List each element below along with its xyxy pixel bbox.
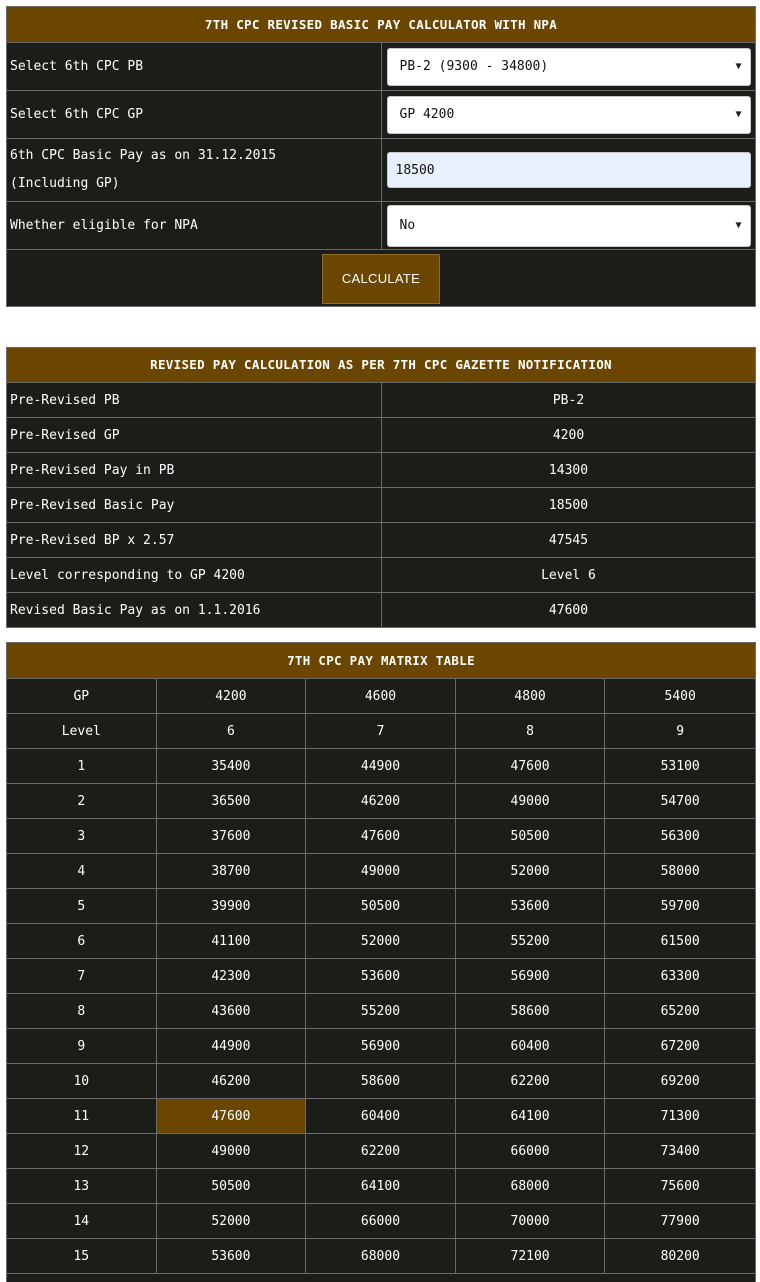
matrix-gp-row [7,679,755,714]
matrix-cell: 54700 [660,793,700,809]
matrix-cell: 47600 [456,749,606,783]
matrix-cell: 9 [676,723,685,739]
npa-label: Whether eligible for NPA [7,202,382,249]
matrix-cell: 64100 [456,1099,606,1133]
matrix-row [7,1169,755,1204]
pb-select-value: PB-2 (9300 - 34800) [399,59,549,74]
matrix-cell: Level [7,714,157,748]
result-panel [6,347,756,628]
matrix-cell: 36500 [157,784,307,818]
matrix-row [7,819,755,854]
result-label: Revised Basic Pay as on 1.1.2016 [7,593,382,628]
pay-matrix-panel [6,642,756,1282]
matrix-cell: 55200 [306,994,456,1028]
basic-pay-input[interactable] [387,152,751,188]
pb-row [7,43,755,91]
matrix-cell: 55200 [456,924,606,958]
matrix-row [7,924,755,959]
basic-pay-label-line2: (Including GP) [10,176,120,191]
result-row [7,418,755,453]
matrix-cell: 3 [7,819,157,853]
matrix-title: 7TH CPC PAY MATRIX TABLE [7,643,755,679]
gp-select[interactable] [387,96,751,134]
basic-pay-input-value: 18500 [395,162,435,178]
matrix-cell: 68000 [306,1239,456,1273]
matrix-cell: 59700 [660,898,700,914]
matrix-cell: 47600 [306,819,456,853]
matrix-cell: 56900 [456,959,606,993]
matrix-row [7,889,755,924]
matrix-cell: 56900 [306,1029,456,1063]
result-value: Level 6 [541,567,596,583]
result-label: Pre-Revised PB [7,383,382,417]
matrix-level-row [7,714,755,749]
matrix-cell: 46200 [306,784,456,818]
pb-select[interactable] [387,48,751,86]
matrix-cell: 77900 [660,1213,700,1229]
matrix-cell: 4600 [306,679,456,713]
calculator-title: 7TH CPC REVISED BASIC PAY CALCULATOR WITH NPA [7,7,755,43]
matrix-cell: 4 [7,854,157,888]
matrix-cell: 52000 [456,854,606,888]
result-label: Pre-Revised BP x 2.57 [7,523,382,557]
matrix-cell: 37600 [157,819,307,853]
matrix-cell: 11 [7,1099,157,1133]
matrix-cell: 60400 [306,1099,456,1133]
matrix-cell: 72100 [456,1239,606,1273]
matrix-cell: 69200 [660,1073,700,1089]
matrix-cell: 5 [7,889,157,923]
result-value: PB-2 [552,392,585,408]
matrix-cell: 4800 [456,679,606,713]
matrix-cell: 42300 [157,959,307,993]
matrix-row [7,1029,755,1064]
matrix-cell: 49000 [157,1134,307,1168]
matrix-row [7,959,755,994]
matrix-cell: 44900 [157,1029,307,1063]
result-row [7,593,755,628]
result-value: 18500 [548,497,589,513]
matrix-cell: 35400 [157,749,307,783]
matrix-cell: 9 [7,1029,157,1063]
result-title: REVISED PAY CALCULATION AS PER 7TH CPC GAZETTE NOTIFICATION [7,348,755,383]
matrix-cell: 50500 [456,819,606,853]
matrix-cell: 6 [7,924,157,958]
result-row [7,453,755,488]
matrix-cell: 56300 [660,828,700,844]
result-label: Pre-Revised GP [7,418,382,452]
result-value: 47545 [548,532,589,548]
matrix-cell: 43600 [157,994,307,1028]
result-row [7,558,755,593]
matrix-cell: 50500 [306,889,456,923]
matrix-cell: 53100 [660,758,700,774]
matrix-cell: 5400 [664,688,696,704]
npa-select-value: No [399,218,416,233]
matrix-cell: 14 [7,1204,157,1238]
matrix-cell: 50500 [157,1169,307,1203]
basic-pay-label [7,139,382,201]
matrix-cell: 1 [7,749,157,783]
matrix-cell: 63300 [660,968,700,984]
matrix-cell: 38700 [157,854,307,888]
npa-select[interactable] [387,205,751,247]
matrix-cell: 62200 [456,1064,606,1098]
matrix-cell: 15 [7,1239,157,1273]
calculator-panel [6,6,756,307]
matrix-cell: 49000 [306,854,456,888]
matrix-cell: 62200 [306,1134,456,1168]
matrix-cell: 53600 [157,1239,307,1273]
matrix-cell: 53600 [306,959,456,993]
matrix-cell: 7 [306,714,456,748]
matrix-cell: 65200 [660,1003,700,1019]
matrix-cell: 58600 [456,994,606,1028]
matrix-cell: 13 [7,1169,157,1203]
matrix-cell: 66000 [306,1204,456,1238]
matrix-cell: 6 [157,714,307,748]
result-row [7,488,755,523]
gp-select-value: GP 4200 [399,107,455,122]
gp-label: Select 6th CPC GP [7,91,382,138]
matrix-cell: 64100 [306,1169,456,1203]
matrix-cell: 4200 [157,679,307,713]
result-label: Level corresponding to GP 4200 [7,558,382,592]
result-label: Pre-Revised Basic Pay [7,488,382,522]
matrix-cell: 61500 [660,933,700,949]
matrix-cell: GP [7,679,157,713]
matrix-row [7,994,755,1029]
matrix-cell: 8 [456,714,606,748]
chevron-down-icon: ▼ [735,60,742,72]
result-row [7,383,755,418]
matrix-cell: 73400 [660,1143,700,1159]
matrix-cell: 49000 [456,784,606,818]
matrix-row [7,749,755,784]
chevron-down-icon: ▼ [735,219,742,231]
matrix-cell: 2 [7,784,157,818]
matrix-row [7,784,755,819]
matrix-row [7,1239,755,1274]
matrix-cell: 58600 [306,1064,456,1098]
matrix-cell: 66000 [456,1134,606,1168]
matrix-cell: 71300 [660,1108,700,1124]
matrix-row [7,1099,755,1134]
matrix-cell: 60400 [456,1029,606,1063]
matrix-cell: 12 [7,1134,157,1168]
matrix-cell: 7 [7,959,157,993]
matrix-cell: 52000 [157,1204,307,1238]
pb-label: Select 6th CPC PB [7,43,382,90]
basic-pay-row [7,139,755,202]
button-row [7,250,755,307]
matrix-cell: 46200 [157,1064,307,1098]
matrix-cell: 41100 [157,924,307,958]
matrix-cell: 75600 [660,1178,700,1194]
matrix-cell: 80200 [660,1248,700,1264]
matrix-cell: 52000 [306,924,456,958]
result-value: 47600 [548,603,589,618]
matrix-row [7,1204,755,1239]
npa-row [7,202,755,250]
matrix-cell: 39900 [157,889,307,923]
matrix-cell-highlighted: 47600 [157,1099,307,1133]
matrix-cell: 53600 [456,889,606,923]
matrix-cell: 58000 [660,863,700,879]
result-row [7,523,755,558]
matrix-cell: 44900 [306,749,456,783]
result-value: 4200 [552,427,585,443]
chevron-down-icon: ▼ [735,108,742,120]
matrix-cell: 70000 [456,1204,606,1238]
matrix-row [7,1134,755,1169]
matrix-cell: 67200 [660,1038,700,1054]
gp-row [7,91,755,139]
matrix-row [7,1064,755,1099]
result-value: 14300 [548,462,589,478]
result-label: Pre-Revised Pay in PB [7,453,382,487]
basic-pay-label-line1: 6th CPC Basic Pay as on 31.12.2015 [10,148,277,163]
matrix-cell: 10 [7,1064,157,1098]
matrix-row [7,854,755,889]
matrix-cell: 68000 [456,1169,606,1203]
calculate-button[interactable]: CALCULATE [322,254,440,304]
matrix-cell: 8 [7,994,157,1028]
